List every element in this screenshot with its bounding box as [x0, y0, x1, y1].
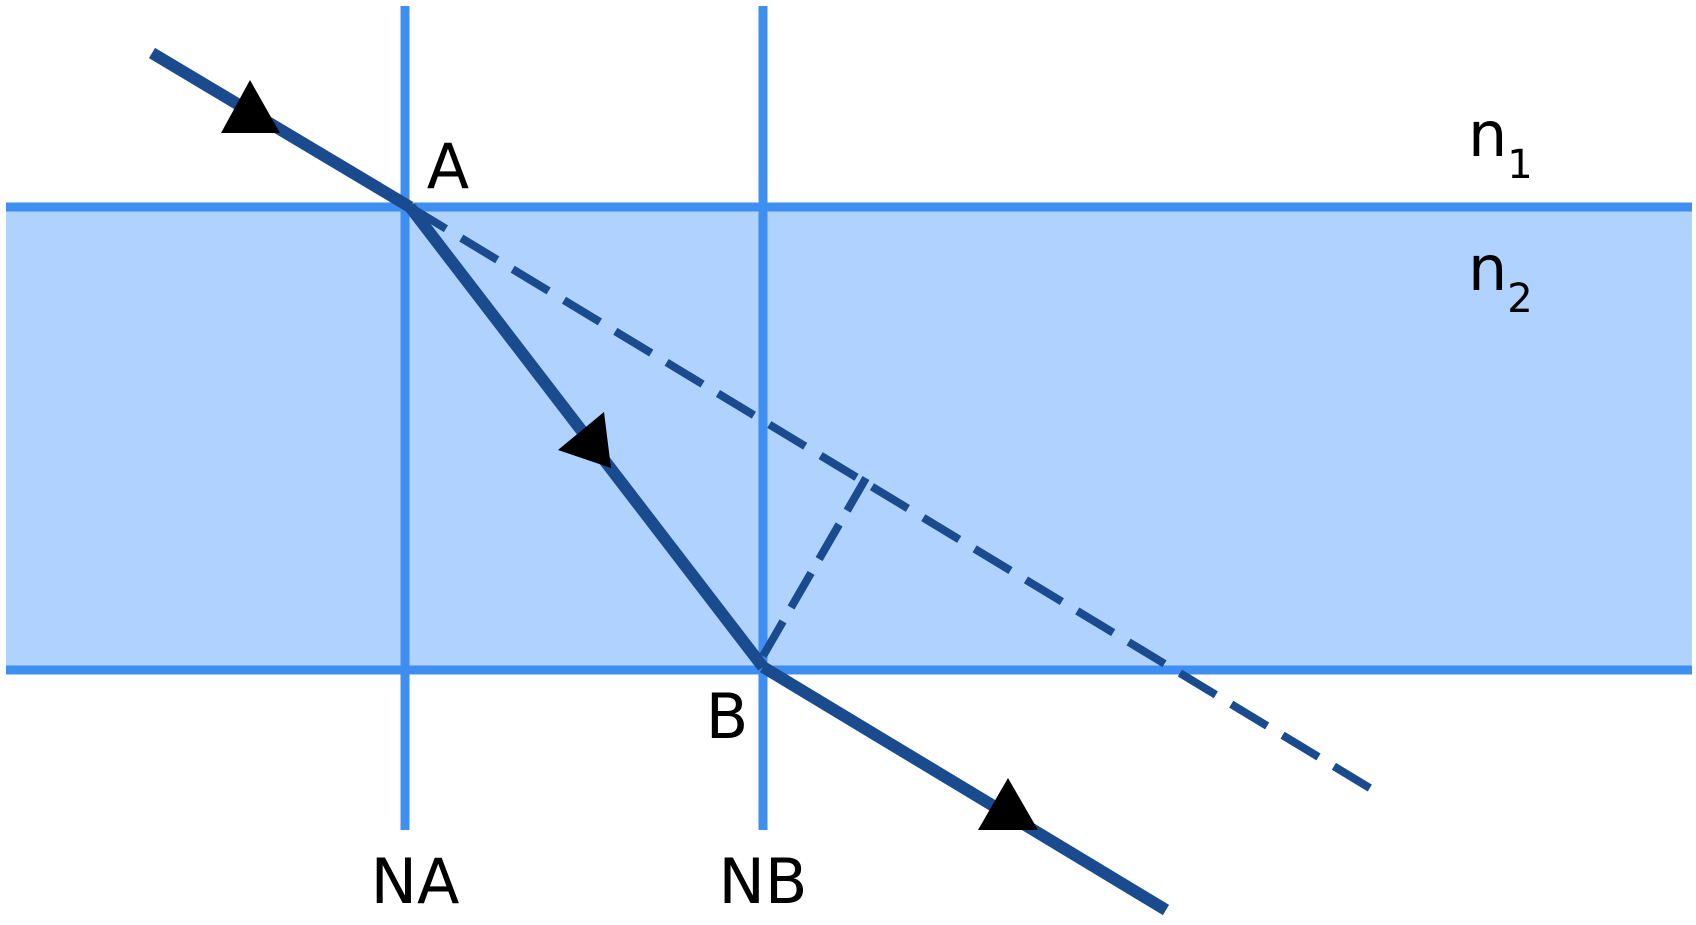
point-label-b: B	[705, 680, 749, 753]
incident-ray	[152, 53, 410, 207]
point-label-a: A	[426, 130, 470, 203]
normal-label-na: NA	[370, 845, 460, 918]
medium-label-n1: $n_1$	[1468, 98, 1533, 188]
normal-label-nb: NB	[718, 845, 808, 918]
emergent-ray	[763, 667, 1166, 910]
medium-label-n2: $n_2$	[1468, 232, 1533, 322]
incident-direction-arrow	[221, 80, 280, 133]
slab-medium-n2	[6, 207, 1692, 670]
